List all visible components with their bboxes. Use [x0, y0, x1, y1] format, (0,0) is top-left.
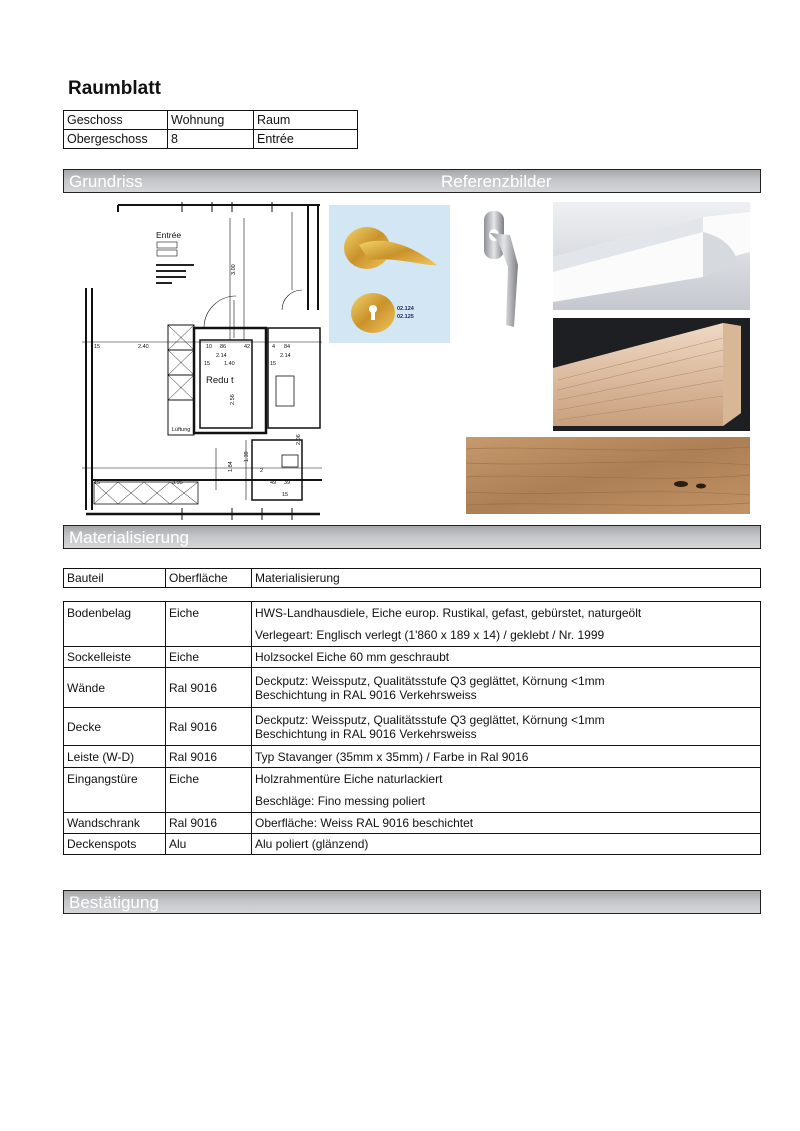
floorplan-dim: 2.14	[280, 353, 291, 359]
floorplan-dim: 15	[270, 361, 277, 367]
material-bauteil: Deckenspots	[64, 834, 166, 855]
floorplan-dim: 84	[284, 344, 291, 350]
material-bauteil: Leiste (W-D)	[64, 746, 166, 768]
table-row	[64, 768, 761, 813]
material-description	[252, 708, 761, 746]
material-line: Holzrahmentüre Eiche naturlackiert	[255, 772, 443, 786]
material-bauteil: Decke	[64, 708, 166, 746]
material-oberflaeche: Eiche	[166, 768, 252, 813]
floorplan-dim: 1.39	[244, 451, 250, 462]
info-header-geschoss: Geschoss	[64, 111, 168, 130]
info-header-wohnung: Wohnung	[168, 111, 254, 130]
reference-image-cornice	[553, 202, 750, 310]
material-line: Deckputz: Weissputz, Qualitätsstufe Q3 geglättet, Körnung <1mm	[255, 673, 605, 688]
materials-table	[63, 601, 761, 855]
material-bauteil: Eingangstüre	[64, 768, 166, 813]
reference-image-oak-plank	[466, 437, 750, 514]
material-oberflaeche: Ral 9016	[166, 746, 252, 768]
info-value-wohnung: 8	[168, 130, 254, 149]
info-value-raum: Entrée	[254, 130, 358, 149]
section-band-bestaetigung	[63, 890, 761, 914]
material-oberflaeche: Eiche	[166, 647, 252, 668]
floorplan-dim: 4	[272, 344, 276, 350]
material-oberflaeche: Ral 9016	[166, 668, 252, 708]
handle-code: 02.125	[397, 314, 414, 320]
section-title-grundriss: Grundriss	[69, 172, 143, 191]
reference-image-door-handle	[329, 205, 450, 343]
floorplan-dim: 3.00	[231, 264, 237, 275]
floorplan-label-reduit: Redu	[206, 375, 229, 386]
room-info-table	[63, 110, 358, 149]
floorplan-dim: 1.84	[228, 461, 234, 472]
floorplan-label-lueftung: Lüftung	[172, 427, 191, 433]
floor-plan	[82, 200, 322, 522]
table-row	[64, 647, 761, 668]
reference-image-oak-baseboard	[553, 318, 750, 431]
material-line: Verlegeart: Englisch verlegt (1'860 x 189 x 14) / geklebt / Nr. 1999	[255, 628, 605, 642]
floorplan-dim: 15	[282, 492, 289, 498]
floorplan-dim: 86	[220, 344, 227, 350]
floorplan-dim: 15	[94, 480, 101, 486]
floorplan-dim: 2.14	[216, 353, 227, 359]
materials-header-table	[63, 568, 761, 588]
material-bauteil: Wandschrank	[64, 813, 166, 834]
material-line: Deckputz: Weissputz, Qualitätsstufe Q3 geglättet, Körnung <1mm	[255, 712, 605, 727]
materials-header-oberflaeche: Oberfläche	[166, 569, 252, 588]
floorplan-dim: 39	[284, 480, 291, 486]
info-header-raum: Raum	[254, 111, 358, 130]
material-line: Beschläge: Fino messing poliert	[255, 794, 426, 808]
materials-header-bauteil: Bauteil	[64, 569, 166, 588]
material-bauteil: Sockelleiste	[64, 647, 166, 668]
materials-header-materialisierung: Materialisierung	[252, 569, 761, 588]
floorplan-label-entree: Entrée	[156, 230, 182, 240]
floorplan-dim: 2.06	[296, 434, 302, 445]
handle-code: 02.124	[397, 306, 414, 312]
floorplan-dim: 42	[244, 344, 251, 350]
material-bauteil: Bodenbelag	[64, 602, 166, 647]
page-title: Raumblatt	[68, 78, 161, 99]
floorplan-dim: 2	[260, 468, 264, 474]
material-line: Holzsockel Eiche 60 mm geschraubt	[252, 647, 761, 668]
table-row	[64, 708, 761, 746]
material-description	[252, 602, 761, 647]
floorplan-dim: 49	[270, 480, 277, 486]
section-title-materialisierung: Materialisierung	[69, 528, 189, 547]
section-band-materialisierung	[63, 525, 761, 549]
material-line: Typ Stavanger (35mm x 35mm) / Farbe in Ral 9016	[252, 746, 761, 768]
floorplan-dim: 2.56	[230, 394, 236, 405]
material-oberflaeche: Eiche	[166, 602, 252, 647]
brass-handle-illustration	[329, 205, 450, 343]
floorplan-dim: 3.95	[172, 480, 183, 486]
material-line: Oberfläche: Weiss RAL 9016 beschichtet	[252, 813, 761, 834]
table-row	[64, 813, 761, 834]
floorplan-dim: 15	[94, 344, 101, 350]
table-row	[64, 602, 761, 647]
info-value-geschoss: Obergeschoss	[64, 130, 168, 149]
material-description	[252, 768, 761, 813]
material-line: Alu poliert (glänzend)	[252, 834, 761, 855]
section-title-bestaetigung: Bestätigung	[69, 893, 159, 912]
floorplan-dim: 10	[206, 344, 213, 350]
material-line: HWS-Landhausdiele, Eiche europ. Rustikal, gefast, gebürstet, naturgeölt	[255, 606, 642, 620]
floorplan-dim: 1.40	[224, 361, 235, 367]
material-line: Beschichtung in RAL 9016 Verkehrsweiss	[255, 687, 477, 702]
material-line: Beschichtung in RAL 9016 Verkehrsweiss	[255, 726, 477, 741]
section-title-referenzbilder: Referenzbilder	[441, 172, 552, 191]
floorplan-dim: 2.40	[138, 344, 149, 350]
material-oberflaeche: Ral 9016	[166, 708, 252, 746]
material-bauteil: Wände	[64, 668, 166, 708]
section-band-grundriss-referenz	[63, 169, 761, 193]
floorplan-label-reduit-t: t	[231, 375, 234, 386]
table-row	[64, 668, 761, 708]
table-row	[64, 746, 761, 768]
table-row	[64, 834, 761, 855]
reference-image-window-handle	[468, 205, 540, 330]
floorplan-dim: 15	[204, 361, 211, 367]
material-oberflaeche: Alu	[166, 834, 252, 855]
material-oberflaeche: Ral 9016	[166, 813, 252, 834]
material-description	[252, 668, 761, 708]
